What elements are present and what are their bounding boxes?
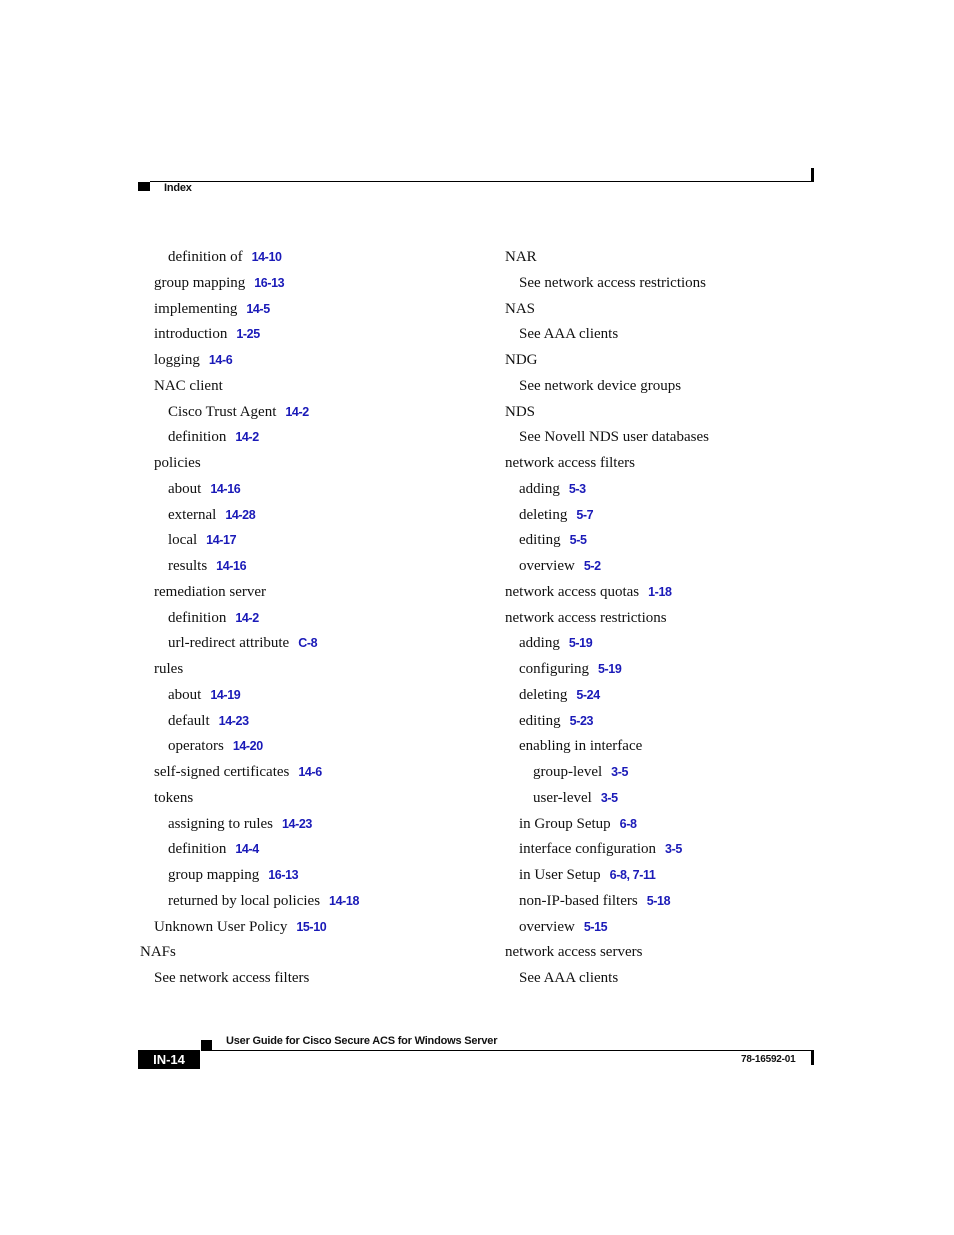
page-reference-link[interactable]: 14-6 bbox=[298, 765, 322, 779]
index-entry bbox=[505, 425, 865, 451]
page-reference-link[interactable]: 14-23 bbox=[218, 713, 249, 728]
page-reference-link[interactable]: 14-10 bbox=[251, 250, 282, 264]
page-reference-link[interactable]: 15-10 bbox=[296, 919, 327, 934]
index-entry bbox=[505, 554, 865, 580]
index-term: url-redirect attribute bbox=[168, 635, 290, 652]
page-reference-link[interactable]: 5-7 bbox=[576, 507, 594, 522]
index-term: adding bbox=[519, 480, 560, 497]
page-reference-link[interactable]: 14-16 bbox=[216, 559, 247, 573]
index-term: See network access filters bbox=[154, 970, 310, 986]
index-term: See Novell NDS user databases bbox=[519, 429, 709, 446]
page-reference-link[interactable]: 14-19 bbox=[210, 687, 241, 702]
index-column-right bbox=[505, 245, 865, 992]
index-term: overview bbox=[519, 918, 575, 935]
index-entry bbox=[140, 709, 500, 735]
index-entry bbox=[505, 580, 865, 606]
page-reference-link[interactable]: 5-5 bbox=[569, 533, 587, 548]
index-entry bbox=[505, 966, 865, 992]
index-term: Cisco Trust Agent bbox=[168, 403, 277, 420]
index-entry bbox=[140, 631, 500, 657]
running-header-title: Index bbox=[164, 182, 192, 194]
page-reference-link[interactable]: 16-13 bbox=[254, 275, 285, 290]
index-entry bbox=[505, 400, 865, 426]
header-rule bbox=[150, 181, 814, 182]
index-term: See AAA clients bbox=[519, 326, 619, 343]
page-reference-link[interactable]: 1-25 bbox=[236, 327, 260, 342]
index-term: definition of bbox=[168, 249, 243, 265]
footer-tick-mark bbox=[811, 1050, 814, 1065]
page-reference-link[interactable]: 14-20 bbox=[232, 739, 263, 754]
index-entry bbox=[505, 528, 865, 554]
index-term: results bbox=[168, 558, 208, 574]
index-entry bbox=[505, 348, 865, 374]
index-entry bbox=[505, 915, 865, 941]
index-term: deleting bbox=[519, 686, 568, 703]
index-entry bbox=[140, 915, 500, 941]
index-term: user-level bbox=[533, 789, 592, 806]
index-term: NAFs bbox=[140, 944, 176, 961]
index-term: network access quotas bbox=[505, 583, 640, 600]
index-entry bbox=[505, 940, 865, 966]
index-entry bbox=[140, 606, 500, 632]
index-entry bbox=[140, 528, 500, 554]
page-reference-link[interactable]: 14-6 bbox=[208, 353, 233, 367]
index-entry bbox=[505, 271, 865, 297]
index-term: editing bbox=[519, 712, 561, 729]
index-entry bbox=[505, 451, 865, 477]
index-term: self-signed certificates bbox=[154, 764, 290, 780]
index-term: Unknown User Policy bbox=[154, 918, 288, 935]
index-term: network access restrictions bbox=[505, 609, 667, 626]
index-term: definition bbox=[168, 609, 227, 626]
index-entry bbox=[140, 322, 500, 348]
footer-page-number: IN-14 bbox=[138, 1050, 200, 1069]
index-entry bbox=[140, 400, 500, 426]
index-term: adding bbox=[519, 635, 560, 652]
index-entry bbox=[140, 812, 500, 838]
page-reference-link[interactable]: 6-8 bbox=[619, 816, 637, 831]
page-reference-link[interactable]: 14-2 bbox=[235, 610, 259, 625]
index-entry bbox=[505, 812, 865, 838]
index-term: NAR bbox=[505, 249, 537, 265]
index-term: assigning to rules bbox=[168, 815, 273, 832]
index-term: configuring bbox=[519, 661, 589, 677]
index-term: default bbox=[168, 712, 210, 729]
index-entry bbox=[140, 451, 500, 477]
index-term: tokens bbox=[154, 789, 194, 806]
index-term: group mapping bbox=[154, 274, 246, 291]
page-reference-link[interactable]: 5-24 bbox=[576, 687, 600, 702]
index-entry bbox=[505, 734, 865, 760]
index-entry bbox=[505, 503, 865, 529]
page-reference-link[interactable]: 6-8, 7-11 bbox=[609, 868, 656, 882]
index-term: overview bbox=[519, 558, 575, 574]
page-reference-link[interactable]: 5-2 bbox=[583, 559, 601, 573]
index-entry bbox=[140, 503, 500, 529]
index-term: See network device groups bbox=[519, 377, 682, 394]
index-term: deleting bbox=[519, 506, 568, 523]
index-entry bbox=[140, 734, 500, 760]
index-term: returned by local policies bbox=[168, 892, 321, 909]
index-term: external bbox=[168, 506, 217, 523]
index-term: local bbox=[168, 532, 198, 549]
index-entry bbox=[140, 837, 500, 863]
footer-rule bbox=[201, 1050, 814, 1051]
index-term: rules bbox=[154, 661, 184, 677]
index-term: in Group Setup bbox=[519, 815, 611, 832]
page-reference-link[interactable]: C-8 bbox=[298, 636, 318, 651]
page-reference-link[interactable]: 1-18 bbox=[648, 584, 672, 599]
index-entry bbox=[140, 554, 500, 580]
index-entry bbox=[505, 374, 865, 400]
index-term: non-IP-based filters bbox=[519, 892, 638, 909]
index-entry bbox=[140, 940, 500, 966]
index-entry bbox=[505, 837, 865, 863]
page-reference-link[interactable]: 14-2 bbox=[235, 430, 259, 445]
index-entry bbox=[140, 297, 500, 323]
index-entry bbox=[140, 760, 500, 786]
index-entry bbox=[140, 889, 500, 915]
page-reference-link[interactable]: 5-19 bbox=[568, 636, 593, 651]
index-entry bbox=[505, 709, 865, 735]
index-term: introduction bbox=[154, 326, 228, 343]
page-reference-link[interactable]: 3-5 bbox=[665, 842, 682, 857]
page-reference-link[interactable]: 14-2 bbox=[285, 404, 309, 419]
footer-square-marker bbox=[201, 1040, 212, 1050]
page-reference-link[interactable]: 5-3 bbox=[568, 481, 586, 496]
index-term: definition bbox=[168, 841, 227, 858]
index-term: operators bbox=[168, 738, 224, 755]
page-reference-link[interactable]: 3-5 bbox=[611, 765, 629, 779]
index-entry bbox=[505, 245, 865, 271]
index-entry bbox=[140, 657, 500, 683]
index-entry bbox=[140, 683, 500, 709]
index-entry bbox=[140, 580, 500, 606]
index-term: logging bbox=[154, 352, 200, 368]
index-entry bbox=[140, 348, 500, 374]
index-entry bbox=[505, 786, 865, 812]
page-reference-link[interactable]: 5-15 bbox=[583, 919, 608, 934]
page-reference-link[interactable]: 3-5 bbox=[600, 790, 618, 805]
index-entry bbox=[505, 631, 865, 657]
page-reference-link[interactable]: 14-17 bbox=[206, 533, 237, 548]
index-entry bbox=[140, 966, 500, 992]
index-entry bbox=[505, 863, 865, 889]
page-reference-link[interactable]: 14-23 bbox=[282, 816, 312, 831]
index-entry bbox=[140, 425, 500, 451]
index-term: NDS bbox=[505, 403, 536, 420]
index-term: in User Setup bbox=[519, 867, 601, 883]
index-term: implementing bbox=[154, 300, 238, 317]
index-term: NDG bbox=[505, 352, 538, 368]
page-reference-link[interactable]: 5-19 bbox=[597, 662, 622, 676]
index-term: definition bbox=[168, 429, 227, 446]
page-reference-link[interactable]: 14-28 bbox=[225, 507, 256, 522]
page-reference-link[interactable]: 14-5 bbox=[246, 301, 270, 316]
index-entry bbox=[505, 297, 865, 323]
index-term: group-level bbox=[533, 764, 603, 780]
index-term: NAS bbox=[505, 300, 536, 317]
index-term: NAC client bbox=[154, 377, 223, 394]
index-entry bbox=[505, 657, 865, 683]
page-reference-link[interactable]: 16-13 bbox=[268, 868, 299, 882]
footer-guide-title: User Guide for Cisco Secure ACS for Windows Server bbox=[226, 1035, 498, 1047]
index-entry bbox=[140, 863, 500, 889]
index-entry bbox=[505, 477, 865, 503]
index-term: network access filters bbox=[505, 455, 635, 471]
index-term: remediation server bbox=[154, 583, 267, 600]
index-term: See network access restrictions bbox=[519, 274, 707, 291]
index-entry bbox=[505, 322, 865, 348]
index-term: editing bbox=[519, 532, 561, 549]
index-term: network access servers bbox=[505, 944, 643, 961]
index-entry bbox=[505, 683, 865, 709]
index-term: See AAA clients bbox=[519, 970, 619, 986]
index-term: about bbox=[168, 480, 202, 497]
index-term: interface configuration bbox=[519, 841, 657, 858]
index-entry bbox=[140, 374, 500, 400]
index-entry bbox=[140, 271, 500, 297]
page-reference-link[interactable]: 14-16 bbox=[210, 481, 241, 496]
index-entry bbox=[140, 477, 500, 503]
index-entry bbox=[505, 760, 865, 786]
index-term: enabling in interface bbox=[519, 738, 643, 755]
index-term: policies bbox=[154, 455, 201, 471]
footer-doc-number: 78-16592-01 bbox=[741, 1054, 796, 1065]
index-term: about bbox=[168, 686, 202, 703]
page-reference-link[interactable]: 5-18 bbox=[646, 893, 671, 908]
index-term: group mapping bbox=[168, 867, 260, 883]
page-reference-link[interactable]: 14-18 bbox=[329, 893, 360, 908]
header-tick-mark bbox=[811, 168, 814, 182]
page-reference-link[interactable]: 5-23 bbox=[569, 713, 594, 728]
index-entry bbox=[505, 606, 865, 632]
index-entry bbox=[140, 786, 500, 812]
header-square-marker bbox=[138, 182, 150, 191]
index-entry bbox=[505, 889, 865, 915]
index-column-left bbox=[140, 245, 500, 992]
index-entry bbox=[140, 245, 500, 271]
page-reference-link[interactable]: 14-4 bbox=[235, 842, 259, 857]
